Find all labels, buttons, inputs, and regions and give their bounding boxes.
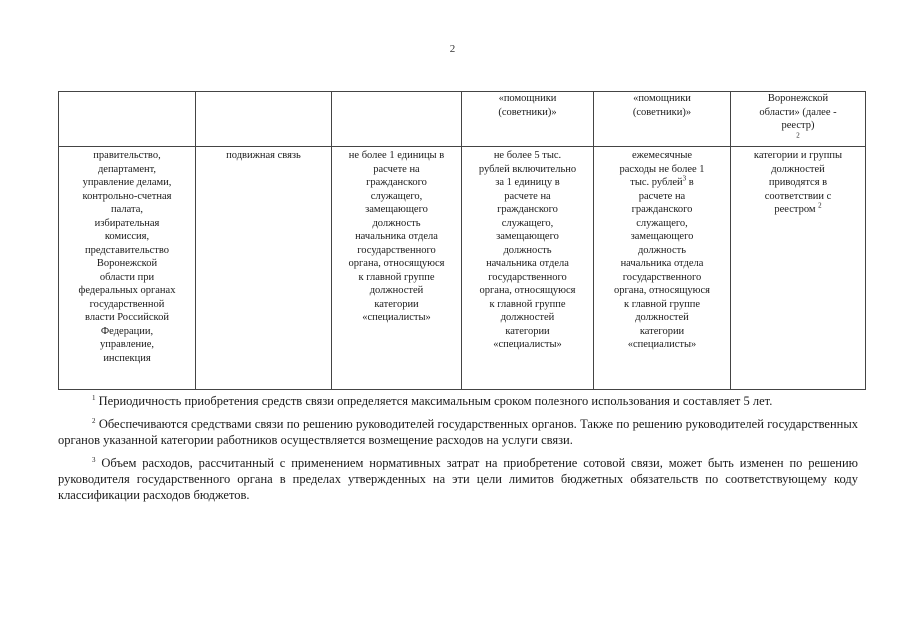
footnote-ref: 2 (818, 201, 822, 210)
header-cell (196, 92, 332, 147)
table-row (59, 147, 866, 390)
page-number: 2 (449, 43, 456, 55)
cell-communication-type: подвижная связь (196, 147, 332, 390)
header-cell (332, 92, 462, 147)
cell-quantity: не более 1 единицы в расчете на гражданского служащего, замещающего должность начальника отдела государственного органа, относящуюся к главной группе должностей категории «специалисты» (332, 147, 462, 390)
cell-monthly-expenses: ежемесячные расходы не более 1 тыс. рублей$^3$ в расчете на гражданского служащего, замещающего должность начальника отдела государственного органа, относящуюся к главной группе должностей категории «специалисты» (594, 147, 731, 390)
header-cell-assistants: «помощники (советники)» (462, 92, 594, 147)
cell-price: не более 5 тыс. рублей включительно за 1 единицу в расчете на гражданского служащего, замещающего должность начальника отдела государственного органа, относящуюся к главной группе должностей категории «специалисты» (462, 147, 594, 390)
table-header-row (59, 92, 866, 147)
cell-categories: категории и группы должностей приводятся в соответствии с реестром $^2$ (731, 147, 866, 390)
norms-table (58, 91, 866, 390)
header-cell (59, 92, 196, 147)
footnote-1: $^1$ Периодичность приобретения средств связи определяется максимальным сроком полезного использования и составляет 5 лет. (92, 393, 773, 408)
footnotes (58, 393, 858, 510)
footnote-ref: 3 (682, 174, 687, 183)
footnote-3: $^3$ Объем расходов, рассчитанный с применением нормативных затрат на приобретение сотовой связи, может быть изменен по решению руководителя государственного органа в пределах утвержденных на эти цели лимитов бюджетных обязательств по соответствующему коду классификации расходов бюджетов. (58, 455, 858, 502)
header-cell-registry: Воронежской области» (далее - реестр) $^2$ (731, 92, 866, 147)
footnote-2: $^2$ Обеспечиваются средствами связи по решению руководителей государственных органов. Также по решению руководителей государственных органов указанной категории работников осуществляется возмещение расходов на услуги связи. (58, 416, 858, 447)
cell-organs: правительство, департамент, управление делами, контрольно-счетная палата, избирательная комиссия, представительство Воронежской области при федеральных органах государственной власти Российской Федерации, управление, инспекция (59, 147, 196, 390)
header-cell-assistants: «помощники (советники)» (594, 92, 731, 147)
footnote-ref: 2 (796, 131, 800, 139)
